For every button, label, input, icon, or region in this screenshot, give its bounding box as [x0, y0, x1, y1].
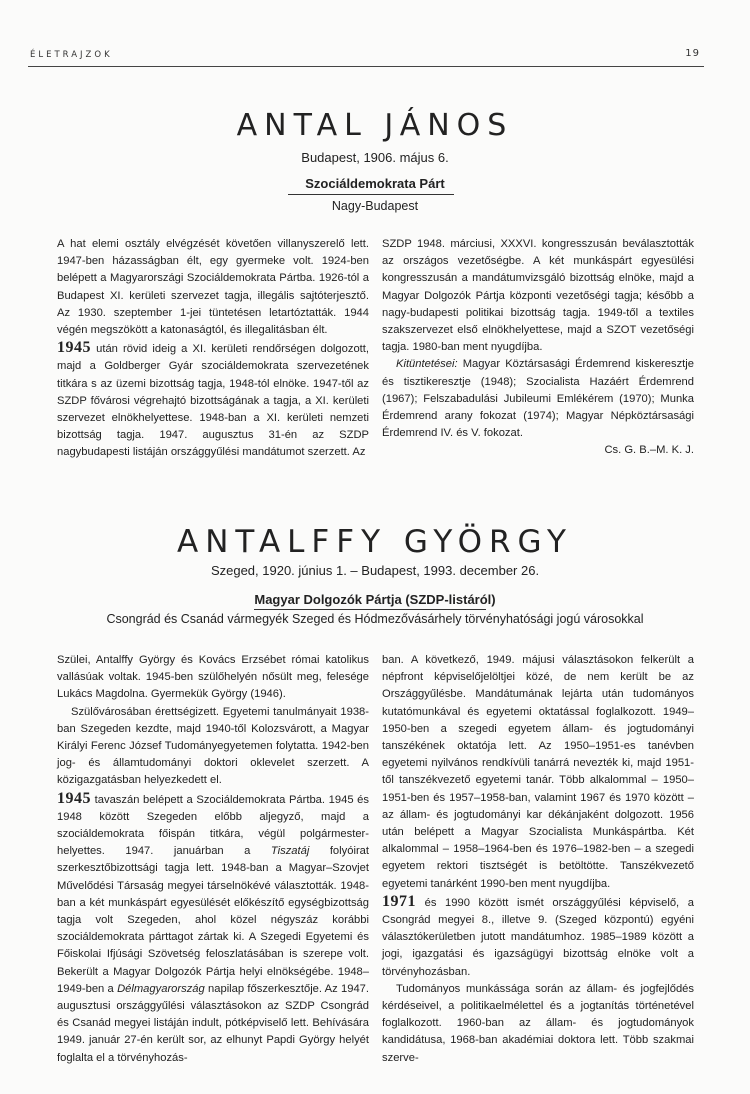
- paragraph: [382, 893, 694, 981]
- paragraph-text: után rövid ideig a XI. kerületi rendőrségen dolgozott, majd a Goldberger Gyár szociáldemokrata szervezetének titkára s az üzemi bizottság tagja, 1948-tól elnöke. 1947-től az SZDP fővárosi végrehajtó bizottságának a tagja, a XI. kerületi szervezet elnökhelyettese. 1948-ban a XI. kerületi nemzeti bizottság tagja. 1947. augusztus 31-én az SZDP nagybudapesti listáján országgyűlési mandátumot szerzett. Az: [57, 343, 369, 459]
- paragraph: Szülei, Antalffy György és Kovács Erzsébet római katolikus vallásúak voltak. 1945-ben szülőhelyén nősült meg, felesége Lukács Magdolna. Gyermekük György (1946).: [57, 654, 369, 701]
- paragraph: Szülővárosában érettségizett. Egyetemi tanulmányait 1938-ban Szegeden kezdte, majd 1940-től Kolozsvárott, a Magyar Királyi Ferenc József Tudományegyetemen folytatta. 1942-ben jog- és államtudományi doktori oklevelet szerzett. A közigazgatásban helyezkedett el.: [57, 705, 369, 787]
- left-column: [57, 652, 369, 1067]
- entry-name: ANTAL JÁNOS: [236, 108, 514, 143]
- page-number: 19: [685, 48, 700, 59]
- paragraph-text: tavaszán belépett a Szociáldemokrata Pártba. 1945 és 1948 között Szegeden előbb aljegyző, majd a szociáldemokrata főispán titkára, végül polgármester-helyettes. 1947. januárban a: [57, 793, 369, 858]
- paragraph-text: napilap főszerkesztője. Az 1947. augusztusi országgyűlési választásokon az SZDP Csongrád és Csanád megyei listáján indult, pótképviselő lett. Behívására 1949. január 27-én került sor, az elhunyt Papdi György helyét foglalta el a törvényhozás-: [57, 982, 370, 1064]
- paragraph: A hat elemi osztály elvégzését követően villanyszerelő lett. 1947-ben házasságban élt, egy gyermeke volt. 1924-ben belépett a Magyarországi Szociáldemokrata Pártba. 1926-tól a Budapest XI. kerületi szervezet tagja, illegális sajtóterjesztő. Az 1930. szeptember 1-jei tüntetésen letartóztatták. 1944 végén megszökött a katonaságtól, és illegalitásban élt.: [57, 238, 369, 337]
- paragraph-text: és 1990 között ismét országgyűlési képviselő, a Csongrád megyei 8., illetve 9. (Szeged központú) egyéni választókerületben jutott mandátumhoz. 1985–1989 között a jogi, igazgatási és igazságügyi bizottság elnöke volt a törvényhozásban.: [382, 896, 694, 978]
- entry-name: ANTALFFY GYÖRGY: [177, 524, 573, 560]
- awards-paragraph: [382, 356, 694, 442]
- year-marker: 1945: [57, 339, 91, 357]
- paragraph: ban. A következő, 1949. májusi választásokon felkerült a népfront képviselőjelöltjei közé, de nem került be az Országgyűlésbe. Mandátumának lejárta után tudományos kutatómunkával és egyetemi oktatással foglalkozott. 1949–1950-ben a szegedi egyetem állam- és jogtudományi tanszékének oktatója lett. Az 1950–1951-es tanévben egyetemi nyilvános rendkívüli tanárrá nevezték ki, majd 1951-től tanszékvezető egyetemi tanár. Több alkalommal – 1950–1951-ben és 1957–1958-ban, valamint 1967 és 1970 között – az állam- és jogtudományi kar dékánjaként dolgozott. 1956 után belépett a Magyar Szocialista Munkáspártba. Két alkalommal – 1958–1964-ben és 1976–1982-ben – a szegedi egyetem rektori tisztségét is betöltötte. Tanszékvezető egyetemi tanárként 1990-ben ment nyugdíjba.: [382, 654, 694, 890]
- entry-party: Magyar Dolgozók Pártja (SZDP-listáról): [254, 592, 496, 607]
- section-title: ÉLETRAJZOK: [30, 50, 113, 60]
- awards-label: Kitüntetései:: [396, 358, 458, 371]
- entry-region: Csongrád és Csanád vármegyék Szeged és Hódmezővásárhely törvényhatósági jogú városokkal: [106, 612, 644, 626]
- author-signature: Cs. G. B.–M. K. J.: [604, 444, 694, 457]
- entry-party: Szociáldemokrata Párt: [305, 176, 445, 191]
- header-rule: [28, 66, 704, 67]
- journal-title: Tiszatáj: [270, 845, 310, 858]
- left-column: [57, 236, 369, 462]
- paragraph: SZDP 1948. márciusi, XXXVI. kongresszusán beválasztották az országos vezetőségbe. A két munkáspárt egyesülési kongresszusán a mandátumvizsgáló bizottság elnöke, majd a Magyar Dolgozók Pártja központi vezetőségi tagja; később a nagy-budapesti politikai bizottság tagja. 1949-től a textiles szakszervezet első elnökhelyettese, majd a SZOT vezetőségi tagja. 1980-ban ment nyugdíjba.: [382, 238, 694, 354]
- entry-region: Nagy-Budapest: [331, 199, 419, 213]
- year-marker: 1945: [57, 789, 91, 807]
- entry-dates: Szeged, 1920. június 1. – Budapest, 1993. december 26.: [210, 563, 540, 578]
- right-column: [382, 236, 694, 460]
- paragraph: [57, 339, 369, 461]
- paragraph-text: folyóirat szerkesztőbizottsági tagja lett. 1948-ban a Magyar–Szovjet Művelődési Társaság megyei társelnökévé választották. 1948-ban a két munkáspárt egyesülését előkészítő egységbizottság tagja volt Szegeden, ahol közel négyszáz korábbi szociáldemokrata párttagot zártak ki. A Szegedi Egyetemi és Főiskolai Ifjúsági Szövetség feloszlatásában is szerepe volt. Bekerült a Magyar Dolgozók Pártja helyi elnökségébe. 1948–1949-ben a: [57, 845, 369, 995]
- entry-dates: Budapest, 1906. május 6.: [301, 150, 449, 165]
- year-marker: 1971: [382, 892, 416, 910]
- right-column: [382, 652, 694, 1067]
- awards-text: Magyar Köztársasági Érdemrend kiskeresztje és tisztikeresztje (1948); Szocialista Hazáért Érdemrend (1967); Felszabadulási Jubileumi Emlékérem (1970); Munka Érdemrend arany fokozat (1974); Magyar Népköztársasági Érdemrend IV. és V. fokozat.: [382, 358, 694, 440]
- running-head: [30, 50, 700, 60]
- party-rule: [254, 609, 486, 610]
- party-rule: [288, 194, 454, 195]
- paragraph: Tudományos munkássága során az állam- és jogfejlődés kérdéseivel, a politikaelmélettel és a jogtanítás történetével foglalkozott. 1960-ban az állam- és jogtudományok kandidátusa, 1968-ban akadémiai doktora lett. Több szakmai szerve-: [382, 982, 694, 1064]
- paragraph: [57, 790, 369, 1067]
- newspaper-title: Délmagyarország: [117, 982, 205, 995]
